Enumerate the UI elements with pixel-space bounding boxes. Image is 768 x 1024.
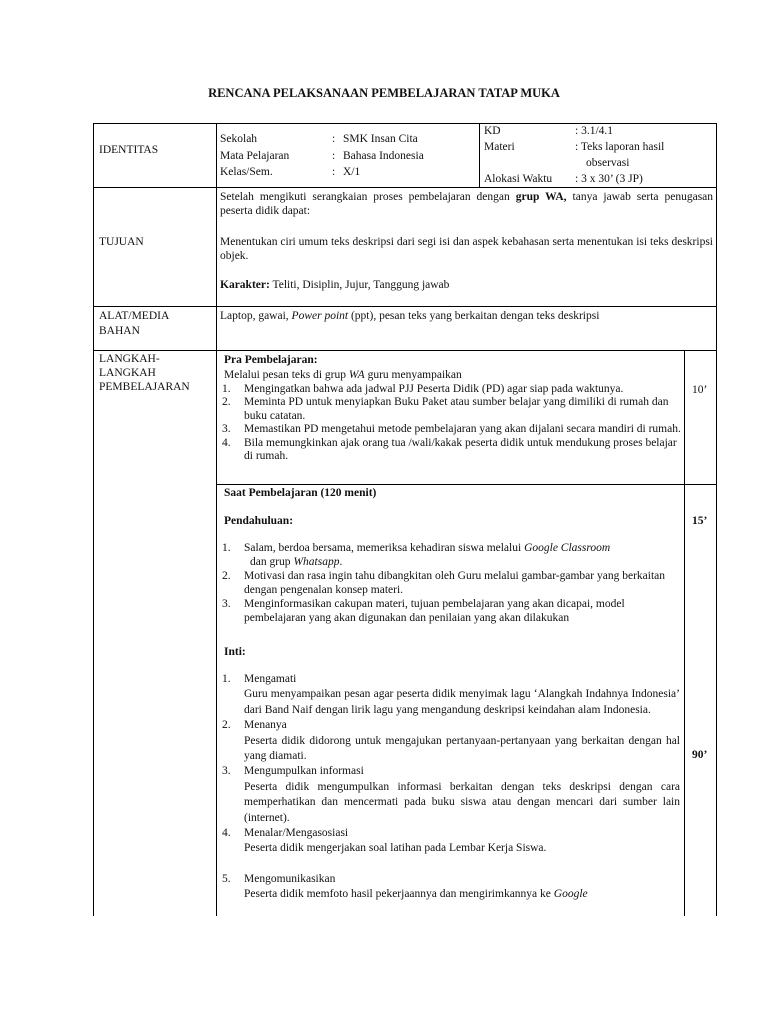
- column-divider-identitas: [479, 123, 480, 187]
- materi-value-cont: observasi: [586, 157, 630, 169]
- list-item: 3. Memastikan PD mengetahui metode pembelajaran yang akan dijalani secara mandiri di rumah.: [222, 423, 681, 436]
- pendahuluan-heading: Pendahuluan:: [224, 515, 294, 527]
- alokasi-value: : 3 x 30’ (3 JP): [575, 173, 643, 185]
- saat-heading: Saat Pembelajaran (120 menit): [224, 487, 377, 499]
- sekolah-label: Sekolah: [220, 133, 258, 145]
- materi-label: Materi: [484, 141, 515, 153]
- list-item: 4. Bila memungkinkan ajak orang tua /wali/kakak peserta didik untuk mendukung proses belajar di rumah.: [222, 436, 677, 463]
- kd-value: : 3.1/4.1: [575, 125, 614, 137]
- list-item: 3. Menginformasikan cakupan materi, tujuan pembelajaran yang akan dicapai, model pembelajaran yang akan digunakan dan penilaian yang akan dilakukan: [222, 598, 625, 624]
- pra-heading: Pra Pembelajaran:: [224, 354, 318, 366]
- list-item: 1. Mengingatkan bahwa ada jadwal PJJ Peserta Didik (PD) agar siap pada waktunya.: [222, 383, 624, 395]
- row-divider-2: [93, 306, 717, 307]
- column-divider-left: [216, 123, 217, 916]
- column-divider-time: [684, 350, 685, 916]
- pra-list: [222, 383, 682, 463]
- list-item: 2. Motivasi dan rasa ingin tahu dibangkitan oleh Guru melalui gambar-gambar yang berkaitan dengan pengenalan konsep materi.: [222, 570, 665, 596]
- tujuan-label: TUJUAN: [99, 236, 144, 248]
- sekolah-value: SMK Insan Cita: [343, 133, 418, 145]
- pendahuluan-time: 15’: [692, 515, 708, 527]
- kelas-value: X/1: [343, 166, 361, 178]
- row-divider-3: [93, 350, 717, 351]
- inti-heading: Inti:: [224, 646, 246, 658]
- langkah-label-3: PEMBELAJARAN: [99, 381, 190, 393]
- alat-text: Laptop, gawai, Power point (ppt), pesan teks yang berkaitan dengan teks deskripsi: [220, 310, 600, 322]
- alokasi-label: Alokasi Waktu: [484, 173, 553, 185]
- inti-time: 90’: [692, 749, 708, 761]
- sekolah-colon: :: [332, 133, 336, 145]
- mapel-label: Mata Pelajaran: [220, 150, 290, 162]
- row-divider-1: [93, 187, 717, 188]
- mapel-colon: :: [332, 150, 336, 162]
- pra-intro: Melalui pesan teks di grup WA guru menyampaikan: [224, 369, 462, 381]
- mapel-value: Bahasa Indonesia: [343, 150, 424, 162]
- langkah-label-2: LANGKAH: [99, 367, 156, 379]
- list-item: 2. Meminta PD untuk menyiapkan Buku Paket atau sumber belajar yang dimiliki di rumah dan buku catatan.: [222, 396, 669, 422]
- list-item: 1. Mengamati Guru menyampaikan pesan agar peserta didik menyimak lagu ‘Alangkah Indahnya Indonesia’ dari Band Naif dengan lirik lagu yang mengandung deskripsi keindahan alam Indonesia.: [222, 673, 680, 716]
- kelas-label: Kelas/Sem.: [220, 166, 273, 178]
- materi-value: : Teks laporan hasil: [575, 141, 665, 153]
- identitas-label: IDENTITAS: [99, 144, 159, 156]
- tujuan-intro: Setelah mengikuti serangkaian proses pembelajaran dengan grup WA, tanya jawab serta penugasan peserta didik dapat:: [220, 191, 714, 217]
- alat-label: ALAT/MEDIA: [99, 310, 170, 322]
- list-item: 2. Menanya Peserta didik didorong untuk mengajukan pertanyaan-pertanyaan yang berkaitan dengan hal yang diamati.: [222, 719, 680, 763]
- alat-label-2: BAHAN: [99, 325, 140, 337]
- list-item: 1. Salam, berdoa bersama, memeriksa kehadiran siswa melalui Google Classroom dan grup Whatsapp.: [222, 542, 611, 568]
- kelas-colon: :: [332, 166, 336, 178]
- list-item: 4. Menalar/Mengasosiasi Peserta didik mengerjakan soal latihan pada Lembar Kerja Siswa.: [222, 827, 547, 855]
- pendahuluan-list: [222, 541, 682, 625]
- inti-list: [222, 672, 680, 903]
- page-title: RENCANA PELAKSANAAN PEMBELAJARAN TATAP MUKA: [208, 86, 560, 100]
- list-item: 5. Mengomunikasikan Peserta didik memfoto hasil pekerjaannya dan mengirimkannya ke Google: [222, 872, 588, 901]
- tujuan-goal: Menentukan ciri umum teks deskripsi dari segi isi dan aspek kebahasan serta menentukan isi teks deskripsi objek.: [220, 236, 713, 262]
- langkah-label: LANGKAH-: [99, 353, 160, 365]
- kd-label: KD: [484, 125, 501, 137]
- pra-time: 10’: [692, 384, 708, 396]
- tujuan-karakter: Karakter: Teliti, Disiplin, Jujur, Tanggung jawab: [220, 279, 450, 291]
- row-divider-4: [216, 484, 717, 485]
- list-item: 3. Mengumpulkan informasi Peserta didik mengumpulkan informasi berkaitan dengan teks deskripsi dengan cara memperhatikan dan mencermati pada buku siswa atau dengan mencari dari sumber lain (internet).: [222, 765, 680, 824]
